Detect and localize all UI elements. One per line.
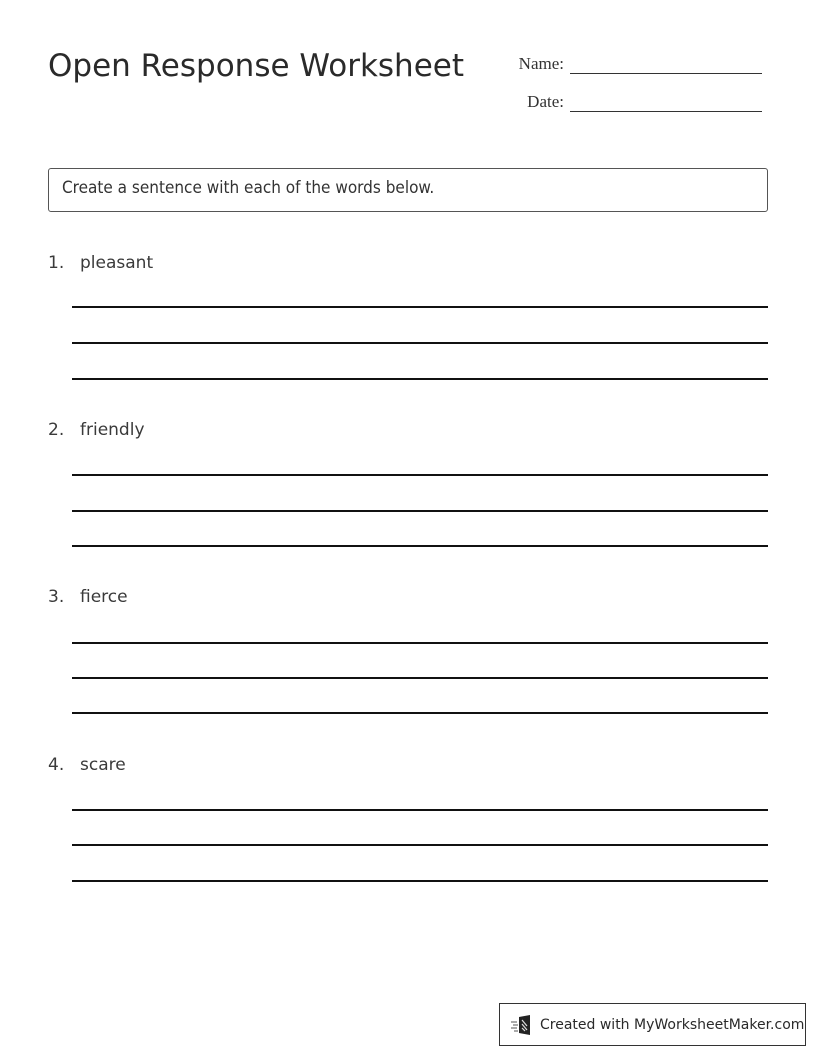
answer-line[interactable] <box>72 642 768 644</box>
question-item-1 <box>48 252 768 274</box>
answer-line[interactable] <box>72 474 768 476</box>
answer-line[interactable] <box>72 510 768 512</box>
instructions-box: Create a sentence with each of the words below. <box>48 168 768 212</box>
question-word: fierce <box>80 587 128 607</box>
question-item-3 <box>48 586 768 608</box>
footer-text: Created with MyWorksheetMaker.com <box>540 1016 805 1033</box>
answer-line[interactable] <box>72 809 768 811</box>
name-input-line[interactable] <box>570 54 762 74</box>
question-number: 2. <box>48 420 65 440</box>
name-label: Name: <box>518 54 564 73</box>
answer-line[interactable] <box>72 844 768 846</box>
date-input-line[interactable] <box>570 92 762 112</box>
answer-line[interactable] <box>72 378 768 380</box>
question-number: 4. <box>48 755 65 775</box>
question-number: 3. <box>48 587 65 607</box>
question-number: 1. <box>48 253 65 273</box>
answer-line[interactable] <box>72 342 768 344</box>
answer-line[interactable] <box>72 677 768 679</box>
worksheet-maker-logo-icon <box>510 1013 534 1037</box>
footer-badge[interactable] <box>499 1003 806 1046</box>
worksheet-title: Open Response Worksheet <box>48 48 464 84</box>
question-word: friendly <box>80 420 145 440</box>
answer-line[interactable] <box>72 712 768 714</box>
date-label: Date: <box>527 92 564 111</box>
date-field-row <box>500 92 762 112</box>
question-item-2 <box>48 419 768 441</box>
question-word: scare <box>80 755 126 775</box>
answer-line[interactable] <box>72 306 768 308</box>
question-item-4 <box>48 754 768 776</box>
question-word: pleasant <box>80 253 154 273</box>
name-field-row <box>500 54 762 74</box>
answer-line[interactable] <box>72 545 768 547</box>
answer-line[interactable] <box>72 880 768 882</box>
